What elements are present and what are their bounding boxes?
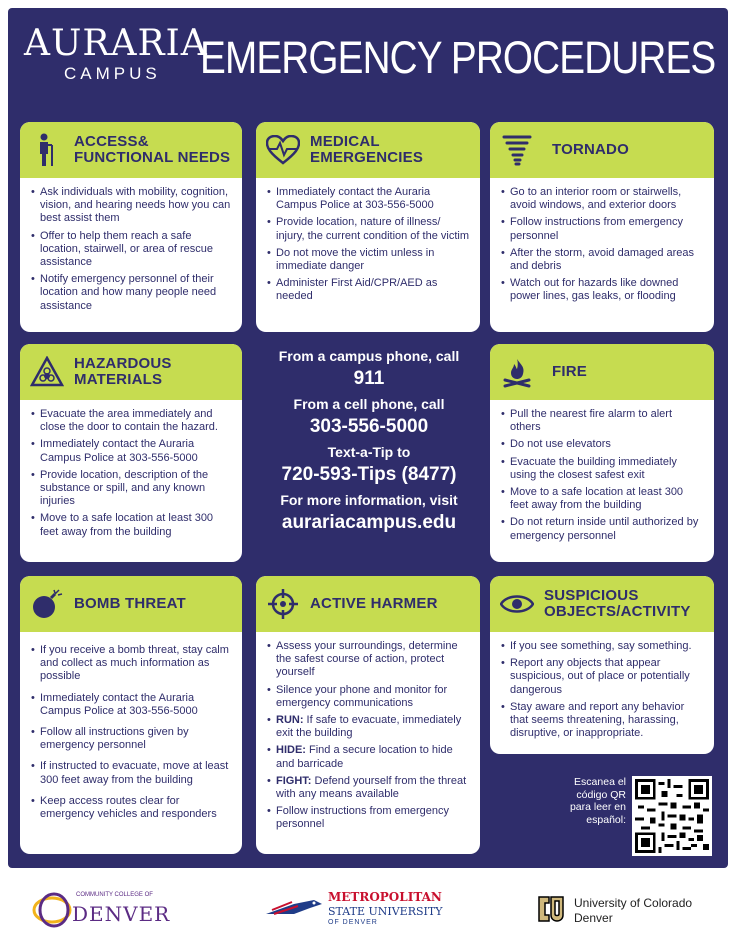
- card-tornado: [490, 122, 714, 332]
- list-item: • If instructed to evacuate, move at least 300 feet away from the building: [40, 760, 232, 786]
- list-item: • Evacuate the area immediately and close the door to contain the hazard.: [40, 408, 232, 434]
- card-header: [20, 344, 242, 400]
- card-access-functional-needs: [20, 122, 242, 332]
- card-title-line2: FUNCTIONAL NEEDS: [74, 149, 231, 166]
- contact-info: [258, 342, 480, 562]
- list-item: • If you see something, say something.: [510, 640, 704, 653]
- text-a-tip-label: Text-a-Tip to: [327, 444, 411, 460]
- cu-line1: University of Colorado: [574, 896, 693, 910]
- card-title-line1: FIRE: [552, 363, 587, 380]
- list-item: • Immediately contact the Auraria Campus Police at 303-556-5000: [40, 438, 232, 464]
- card-title-line1: SUSPICIOUS: [544, 587, 639, 604]
- auraria-logo-campus: CAMPUS: [64, 64, 161, 83]
- cell-phone-label: From a cell phone, call: [293, 396, 445, 412]
- list-item: • Provide location, description of the substance or spill, and any known injuries: [40, 469, 232, 509]
- card-title-line1: TORNADO: [552, 141, 629, 158]
- list-item: • Keep access routes clear for emergency vehicles and responders: [40, 795, 232, 821]
- list-item: • Follow instructions from emergency personnel: [510, 216, 704, 242]
- campus-phone-number: 911: [353, 368, 385, 389]
- card-title-line2: MATERIALS: [74, 371, 163, 388]
- medical-list: [256, 186, 480, 304]
- text-a-tip-number: 720-593-Tips (8477): [281, 464, 457, 485]
- page-title: EMERGENCY PROCEDURES: [200, 32, 716, 83]
- list-item: • Pull the nearest fire alarm to alert others: [510, 408, 704, 434]
- card-active-harmer: [256, 576, 480, 854]
- list-item: • Do not return inside until authorized by emergency personnel: [510, 516, 704, 542]
- auraria-logo: AURARIA: [24, 23, 208, 64]
- heartbeat-icon: [266, 133, 300, 167]
- cu-shield-icon: [536, 894, 566, 924]
- qr-code[interactable]: [632, 776, 712, 856]
- item-prefix: FIGHT:: [276, 774, 312, 787]
- list-item: • Administer First Aid/CPR/AED as needed: [276, 277, 470, 303]
- ccd-small-text: COMMUNITY COLLEGE OF: [76, 892, 153, 898]
- list-item: • If you receive a bomb threat, stay calm and collect as much information as possible: [40, 644, 232, 684]
- item-text: Silence your phone and monitor for emergency communications: [276, 683, 448, 709]
- card-header: [20, 122, 242, 178]
- list-item: • Watch out for hazards like downed power lines, gas leaks, or flooding: [510, 277, 704, 303]
- cell-phone-number: 303-556-5000: [309, 416, 429, 437]
- item-text: Follow instructions from emergency personnel: [276, 805, 450, 831]
- card-medical-emergencies: [256, 122, 480, 332]
- campfire-icon: [500, 355, 534, 389]
- list-item: • Notify emergency personnel of their location and how many people need assistance: [40, 273, 232, 313]
- qr-caption-line: español:: [586, 813, 626, 826]
- list-item: • Go to an interior room or stairwells, avoid windows, and exterior doors: [510, 186, 704, 212]
- list-item: • Provide location, nature of illness/ injury, the current condition of the victim: [276, 216, 470, 242]
- qr-caption: [556, 776, 626, 826]
- list-item: [276, 684, 470, 710]
- list-item: • Move to a safe location at least 300 feet away from the building: [510, 486, 704, 512]
- list-item: • Evacuate the building immediately using the closest safest exit: [510, 456, 704, 482]
- item-prefix: RUN:: [276, 714, 304, 727]
- header: [20, 22, 716, 100]
- card-hazardous-materials: [20, 344, 242, 562]
- item-text: Find a secure location to hide and barricade: [276, 744, 453, 770]
- person-with-cane-icon: [30, 133, 64, 167]
- card-header: [490, 576, 714, 632]
- card-title-line2: OBJECTS/ACTIVITY: [544, 603, 691, 620]
- card-title-line1: MEDICAL: [310, 133, 380, 150]
- card-fire: [490, 344, 714, 562]
- list-item: • Do not use elevators: [510, 438, 704, 451]
- item-text: Assess your surroundings, determine the safest course of action, protect yourself: [276, 640, 458, 679]
- suspicious-list: [490, 640, 714, 740]
- hazardous-list: [20, 408, 242, 539]
- qr-caption-line: Escanea el: [574, 776, 626, 788]
- card-title-line1: ACTIVE HARMER: [310, 595, 438, 612]
- card-header: [256, 576, 480, 632]
- card-title-line1: BOMB THREAT: [74, 595, 186, 612]
- crosshair-icon: [266, 587, 300, 621]
- card-header: [256, 122, 480, 178]
- list-item: [276, 805, 470, 831]
- access-list: [20, 186, 242, 313]
- list-item: • Follow all instructions given by emergency personnel: [40, 726, 232, 752]
- eye-icon: [500, 587, 534, 621]
- card-title-line2: EMERGENCIES: [310, 149, 424, 166]
- msu-line1: METROPOLITAN: [328, 890, 442, 904]
- list-item: • Immediately contact the Auraria Campus Police at 303-556-5000: [276, 186, 470, 212]
- list-item: • Report any objects that appear suspicious, out of place or potentially dangerous: [510, 657, 704, 697]
- fire-list: [490, 408, 714, 543]
- list-item: • After the storm, avoid damaged areas and debris: [510, 247, 704, 273]
- tornado-icon: [500, 133, 534, 167]
- list-item: • Immediately contact the Auraria Campus Police at 303-556-5000: [40, 692, 232, 718]
- list-item: • Ask individuals with mobility, cognition, vision, and hearing needs how you can best assist them: [40, 186, 232, 226]
- card-bomb-threat: [20, 576, 242, 854]
- card-header: [490, 344, 714, 400]
- footer-logos: [0, 870, 737, 948]
- list-item: • Offer to help them reach a safe location, stairwell, or area of rescue assistance: [40, 230, 232, 270]
- list-item: • Do not move the victim unless in immediate danger: [276, 247, 470, 273]
- ccd-name: DENVER: [72, 902, 171, 926]
- cu-line2: Denver: [574, 911, 613, 925]
- website-link[interactable]: aurariacampus.edu: [281, 512, 457, 533]
- card-suspicious-objects: [490, 576, 714, 754]
- campus-phone-label: From a campus phone, call: [278, 348, 460, 364]
- list-item: [276, 640, 470, 680]
- card-header: [20, 576, 242, 632]
- card-title-line1: HAZARDOUS: [74, 355, 172, 372]
- list-item: • Stay aware and report any behavior that seems threatening, harassing, disruptive, or inappropriate.: [510, 701, 704, 741]
- card-title-line1: ACCESS&: [74, 133, 149, 150]
- item-text: If safe to evacuate, immediately exit the building: [276, 714, 462, 740]
- item-text: Defend yourself from the threat with any means available: [276, 774, 467, 801]
- biohazard-icon: [30, 355, 64, 389]
- card-header: [490, 122, 714, 178]
- harmer-list: [256, 640, 480, 832]
- bomb-icon: [30, 587, 64, 621]
- msu-line2: STATE UNIVERSITY: [328, 905, 443, 918]
- qr-caption-line: para leer en: [569, 801, 626, 813]
- ccd-swoosh-icon: [32, 890, 72, 930]
- list-item: • Move to a safe location at least 300 feet away from the building: [40, 512, 232, 538]
- roadrunner-icon: [264, 892, 324, 922]
- qr-caption-line: código QR: [576, 788, 626, 801]
- list-item: [276, 744, 470, 770]
- tornado-list: [490, 186, 714, 304]
- more-info-label: For more information, visit: [280, 492, 458, 508]
- msu-line3: OF DENVER: [328, 919, 378, 926]
- bomb-list: [20, 644, 242, 821]
- list-item: [276, 714, 470, 740]
- list-item: [276, 775, 470, 801]
- item-prefix: HIDE:: [276, 744, 306, 757]
